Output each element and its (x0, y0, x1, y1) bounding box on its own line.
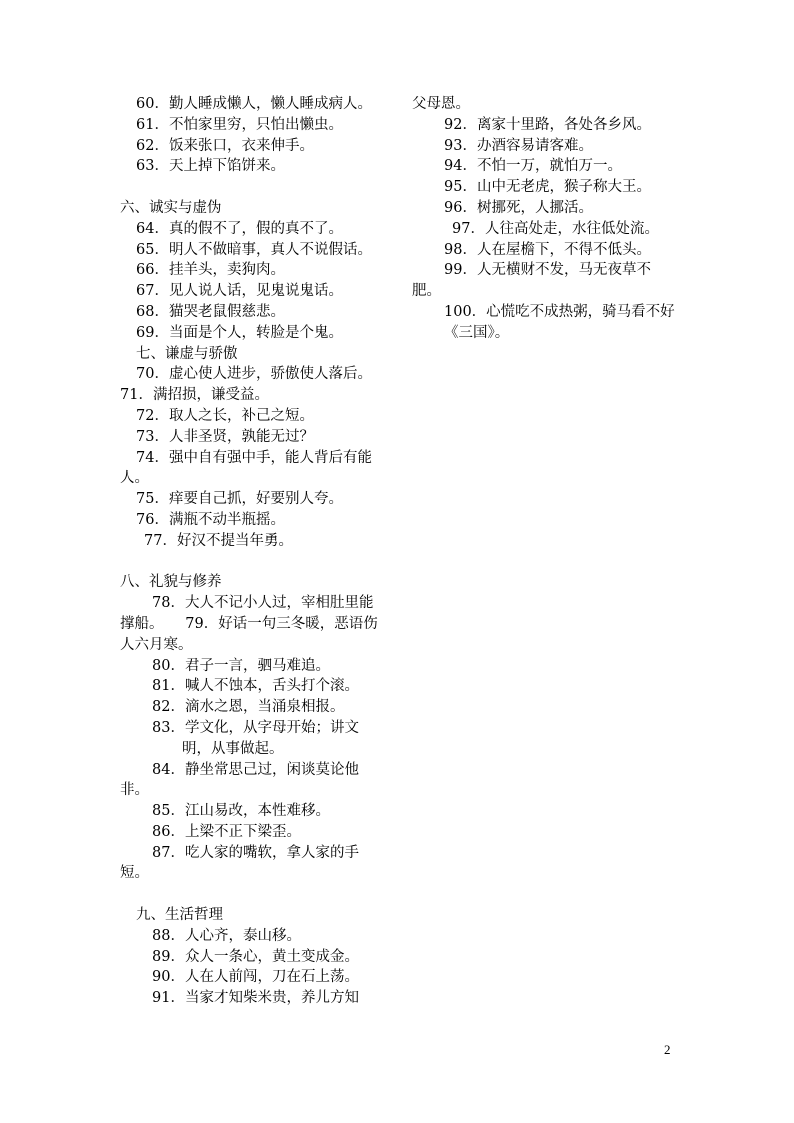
left-line: 63．天上掉下馅饼来。 (136, 158, 285, 175)
left-line: 86．上梁不正下梁歪。 (152, 823, 301, 840)
right-line: 99．人无横财不发，马无夜草不肥。 (412, 262, 651, 300)
left-line: 85．江山易改，本性难移。 (152, 803, 330, 820)
left-line: 70．虚心使人进步，骄傲使人落后。 (136, 366, 372, 383)
left-line: 68．猫哭老鼠假慈悲。 (136, 303, 285, 320)
left-line: 82．滴水之恩，当涌泉相报。 (152, 699, 345, 716)
paragraph-gap (120, 552, 386, 573)
left-line: 61．不怕家里穷，只怕出懒虫。 (136, 116, 343, 133)
left-line: 九、生活哲理 (136, 907, 223, 924)
left-line: 65．明人不做暗事，真人不说假话。 (136, 241, 372, 258)
left-line: 64．真的假不了，假的真不了。 (136, 220, 343, 237)
left-line: 80．君子一言，驷马难追。 (152, 657, 330, 674)
right-line: 98．人在屋檐下，不得不低头。 (444, 241, 651, 258)
left-line: 87．吃人家的嘴软，拿人家的手短。 (120, 844, 359, 882)
left-line: 77．好汉不提当年勇。 (144, 532, 293, 549)
right-line: 92．离家十里路，各处各乡风。 (444, 116, 651, 133)
left-line: 83．学文化，从字母开始；讲文 (152, 719, 359, 736)
page-number: 2 (664, 1042, 671, 1057)
left-line: 81．喊人不蚀本，舌头打个滚。 (152, 678, 359, 695)
left-line: 62．饭来张口，衣来伸手。 (136, 137, 314, 154)
paragraph-gap (120, 884, 386, 905)
right-line: 95．山中无老虎，猴子称大王。 (444, 179, 651, 196)
left-line: 明，从事做起。 (182, 740, 284, 757)
right-line: 96．树挪死，人挪活。 (444, 199, 593, 216)
left-line: 76．满瓶不动半瓶摇。 (136, 511, 285, 528)
left-line: 66．挂羊头，卖狗肉。 (136, 262, 285, 279)
paragraph-gap (120, 177, 386, 198)
left-line: 73．人非圣贤，孰能无过？ (136, 428, 314, 445)
left-line: 89．众人一条心，黄土变成金。 (152, 948, 359, 965)
right-line: 100．心慌吃不成热粥，骑马看不好《三国》。 (444, 303, 675, 341)
right-line: 父母恩。 (412, 96, 470, 112)
right-line: 94．不怕一万，就怕万一。 (444, 158, 622, 175)
left-line: 八、礼貌与修养 (120, 574, 222, 591)
right-column (412, 94, 678, 344)
left-line: 91．当家才知柴米贵，养儿方知 (152, 990, 359, 1007)
left-line: 六、诚实与虚伪 (120, 199, 222, 216)
left-column (120, 94, 386, 1009)
right-line: 97．人往高处走，水往低处流。 (452, 220, 659, 237)
left-line: 78．大人不记小人过，宰相肚里能撑船。 79．好话一句三冬暖，恶语伤人六月寒。 (120, 595, 378, 653)
left-line: 88．人心齐，泰山移。 (152, 927, 301, 944)
left-line: 90．人在人前闯，刀在石上荡。 (152, 969, 359, 986)
left-line: 75．痒要自己抓，好要别人夸。 (136, 491, 343, 508)
left-line: 67．见人说人话，见鬼说鬼话。 (136, 283, 343, 300)
left-line: 74．强中自有强中手，能人背后有能人。 (120, 449, 372, 487)
left-line: 72．取人之长，补己之短。 (136, 407, 314, 424)
left-line: 84．静坐常思己过，闲谈莫论他非。 (120, 761, 359, 799)
left-line: 60．勤人睡成懒人，懒人睡成病人。 (136, 96, 372, 112)
left-line: 71．满招损，谦受益。 (120, 387, 269, 404)
right-line: 93．办酒容易请客难。 (444, 137, 593, 154)
left-line: 69．当面是个人，转脸是个鬼。 (136, 324, 343, 341)
left-line: 七、谦虚与骄傲 (136, 345, 238, 362)
